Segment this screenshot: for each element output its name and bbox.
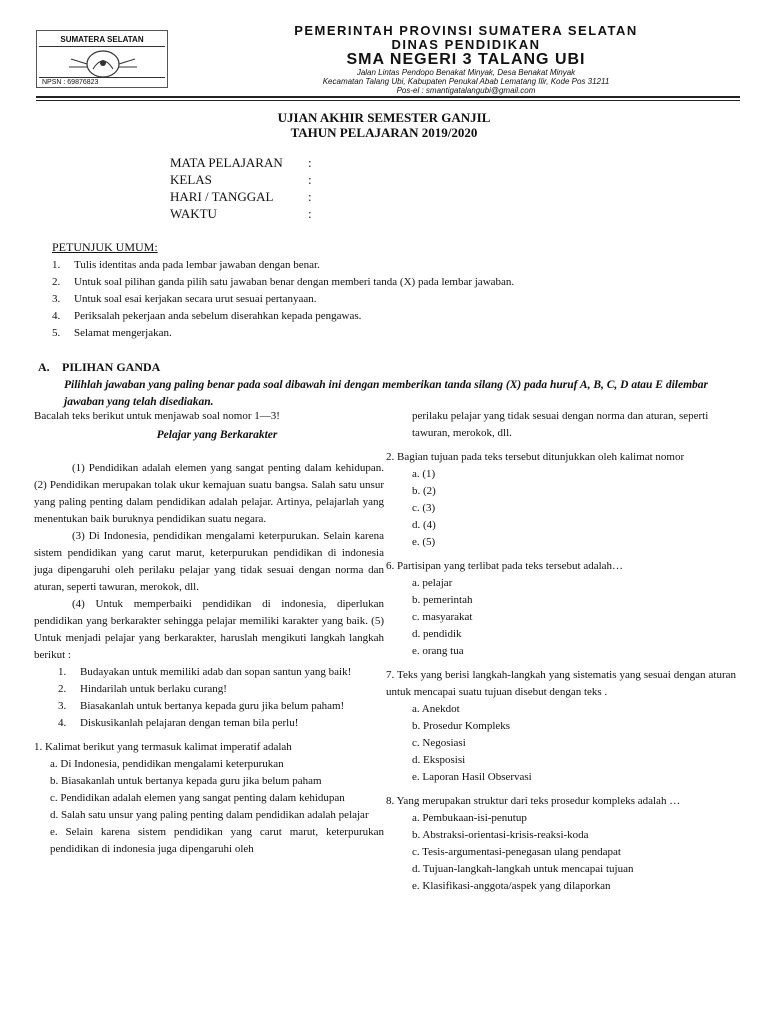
identity-label: WAKTU xyxy=(170,206,217,221)
answer-option: b. (2) xyxy=(412,485,436,497)
answer-option: c. (3) xyxy=(412,502,436,514)
identity-block xyxy=(170,154,370,222)
instruction-text: Untuk soal esai kerjakan secara urut sesuai pertanyaan. xyxy=(74,293,317,305)
exam-title: UJIAN AKHIR SEMESTER GANJIL xyxy=(277,110,491,125)
instruction-number: 1. xyxy=(52,259,61,271)
answer-option: a. pelajar xyxy=(412,577,453,589)
question-stem: 1. Kalimat berikut yang termasuk kalimat imperatif adalah xyxy=(34,741,292,753)
identity-colon: : xyxy=(308,155,312,170)
answer-option: a. Anekdot xyxy=(412,703,460,715)
answer-option: c. Pendidikan adalah elemen yang sangat penting dalam kehidupan xyxy=(50,792,345,804)
address-line-1: Jalan Lintas Pendopo Benakat Minyak, Desa Benakat Minyak xyxy=(356,68,576,77)
instruction-item xyxy=(52,325,612,342)
answer-option: b. Biasakanlah untuk bertanya kepada guru jika belum paham xyxy=(50,775,322,787)
letterhead-rule-thick xyxy=(36,96,740,98)
step-text: Diskusikanlah pelajaran dengan teman bila perlu! xyxy=(80,717,299,729)
instruction-text: Tulis identitas anda pada lembar jawaban dengan benar. xyxy=(74,259,320,271)
instruction-item xyxy=(52,308,612,325)
government-name: PEMERINTAH PROVINSI SUMATERA SELATAN xyxy=(294,23,638,38)
emblem-icon xyxy=(41,49,165,79)
letterhead xyxy=(36,24,740,96)
identity-colon: : xyxy=(308,189,312,204)
step-number: 3. xyxy=(58,700,67,712)
address-line-2: Kecamatan Talang Ubi, Kabupaten Penukal Abab Lematang Ilir, Kode Pos 31211 xyxy=(322,77,610,86)
instruction-text: Selamat mengerjakan. xyxy=(74,327,172,339)
answer-option: d. Tujuan-langkah-langkah untuk mencapai tujuan xyxy=(412,863,634,875)
school-name: SMA NEGERI 3 TALANG UBI xyxy=(346,51,586,68)
question-stem: 6. Partisipan yang terlibat pada teks tersebut adalah… xyxy=(386,560,624,572)
reading-paragraph: (1) Pendidikan adalah elemen yang sangat penting dalam kehidupan. (2) Pendidikan merupakan tolak ukur kemajuan suatu bangsa. Salah satu unsur yang paling penting dalam pendidikan adalah pelajar. Artinya, pelajarlah yang menentukan baik buruknya pendidikan suatu negara. xyxy=(34,462,384,525)
question-stem: 2. Bagian tujuan pada teks tersebut ditunjukkan oleh kalimat nomor xyxy=(386,451,685,463)
identity-row-date xyxy=(170,188,370,205)
identity-row-time xyxy=(170,205,370,222)
answer-option: c. Negosiasi xyxy=(412,737,466,749)
step-item xyxy=(34,681,384,698)
answer-option: b. pemerintah xyxy=(412,594,473,606)
instruction-number: 3. xyxy=(52,293,61,305)
step-number: 1. xyxy=(58,666,67,678)
identity-colon: : xyxy=(308,206,312,221)
reading-paragraph: (3) Di Indonesia, pendidikan mengalami keterpurukan. Selain karena sistem pendidikan yang carut marut, keterpurukan pendidikan di indonesia juga dipengaruhi oleh perilaku pelajar yang tidak sesuai dengan norma dan aturan, seperti tawuran, merokok, dll. xyxy=(34,530,384,593)
reading-title: Pelajar yang Berkarakter xyxy=(156,429,278,441)
step-item xyxy=(34,698,384,715)
instruction-item xyxy=(52,274,612,291)
general-instructions xyxy=(52,240,612,342)
answer-option: a. Di Indonesia, pendidikan mengalami keterpurukan xyxy=(50,758,284,770)
answer-option: d. Eksposisi xyxy=(412,754,466,766)
step-number: 2. xyxy=(58,683,67,695)
answer-option: b. Abstraksi-orientasi-krisis-reaksi-koda xyxy=(412,829,589,841)
identity-label: KELAS xyxy=(170,172,212,187)
answer-option: e. Klasifikasi-anggota/aspek yang dilaporkan xyxy=(412,880,611,892)
identity-label: HARI / TANGGAL xyxy=(170,189,274,204)
step-text: Budayakan untuk memiliki adab dan sopan santun yang baik! xyxy=(80,666,352,678)
logo-province-label: SUMATERA SELATAN xyxy=(39,33,165,47)
answer-option: e. orang tua xyxy=(412,645,464,657)
answer-option: c. Tesis-argumentasi-penegasan ulang pendapat xyxy=(412,846,621,858)
instruction-text: Periksalah pekerjaan anda sebelum diserahkan kepada pengawas. xyxy=(74,310,362,322)
answer-option: a. (1) xyxy=(412,468,436,480)
question-stem: 7. Teks yang berisi langkah-langkah yang sistematis yang sesuai dengan aturan untuk mencapai suatu tujuan disebut dengan teks . xyxy=(386,669,736,698)
answer-option: d. pendidik xyxy=(412,628,462,640)
step-item xyxy=(34,715,384,732)
answer-option: e. Selain karena sistem pendidikan yang carut marut, keterpurukan pendidikan di indonesia juga dipengaruhi oleh xyxy=(50,826,384,855)
instruction-item xyxy=(52,257,612,274)
section-letter: A. xyxy=(38,360,50,374)
step-text: Biasakanlah untuk bertanya kepada guru jika belum paham! xyxy=(80,700,345,712)
step-text: Hindarilah untuk berlaku curang! xyxy=(80,683,227,695)
address-line-3: Pos-el : smantigatalangubi@gmail.com xyxy=(396,86,536,95)
left-column xyxy=(34,408,384,858)
section-a-instruction: Pilihlah jawaban yang paling benar pada soal dibawah ini dengan memberikan tanda silang (X) pada huruf A, B, C, D atau E dilembar jawaban yang telah disediakan. xyxy=(64,379,709,408)
option-continuation: perilaku pelajar yang tidak sesuai dengan norma dan aturan, seperti tawuran, merokok, dll. xyxy=(412,410,709,439)
identity-label: MATA PELAJARAN xyxy=(170,155,283,170)
reading-paragraph: (4) Untuk memperbaiki pendidikan di indonesia, diperlukan pendidikan yang berkarakter sehingga pelajar memiliki karakter yang baik. (5) Untuk menjadi pelajar yang berkarakter, haruslah mengikuti langkah langkah berikut : xyxy=(34,598,384,661)
question-stem: 8. Yang merupakan struktur dari teks prosedur kompleks adalah … xyxy=(386,795,681,807)
reading-intro: Bacalah teks berikut untuk menjawab soal nomor 1—3! xyxy=(34,410,280,422)
instructions-heading: PETUNJUK UMUM: xyxy=(52,240,158,254)
instruction-item xyxy=(52,291,612,308)
step-number: 4. xyxy=(58,717,67,729)
answer-option: a. Pembukaan-isi-penutup xyxy=(412,812,527,824)
identity-row-class xyxy=(170,171,370,188)
answer-option: d. Salah satu unsur yang paling penting dalam pendidikan adalah pelajar xyxy=(50,809,369,821)
answer-option: e. (5) xyxy=(412,536,436,548)
exam-year: TAHUN PELAJARAN 2019/2020 xyxy=(290,125,478,140)
instruction-text: Untuk soal pilihan ganda pilih satu jawaban benar dengan memberi tanda (X) pada lembar jawaban. xyxy=(74,276,515,288)
section-title: PILIHAN GANDA xyxy=(62,360,161,374)
identity-row-subject xyxy=(170,154,370,171)
answer-option: c. masyarakat xyxy=(412,611,473,623)
identity-colon: : xyxy=(308,172,312,187)
answer-option: e. Laporan Hasil Observasi xyxy=(412,771,532,783)
step-item xyxy=(34,664,384,681)
instruction-number: 2. xyxy=(52,276,61,288)
instruction-number: 4. xyxy=(52,310,61,322)
instruction-number: 5. xyxy=(52,327,61,339)
npsn-label: NPSN : 69876823 xyxy=(39,77,165,86)
school-logo xyxy=(36,30,168,88)
answer-option: b. Prosedur Kompleks xyxy=(412,720,511,732)
department-name: DINAS PENDIDIKAN xyxy=(391,37,541,52)
letterhead-text xyxy=(186,24,746,95)
answer-option: d. (4) xyxy=(412,519,436,531)
reading-steps xyxy=(34,664,384,732)
right-column xyxy=(386,408,736,895)
letterhead-rule-thin xyxy=(36,100,740,101)
